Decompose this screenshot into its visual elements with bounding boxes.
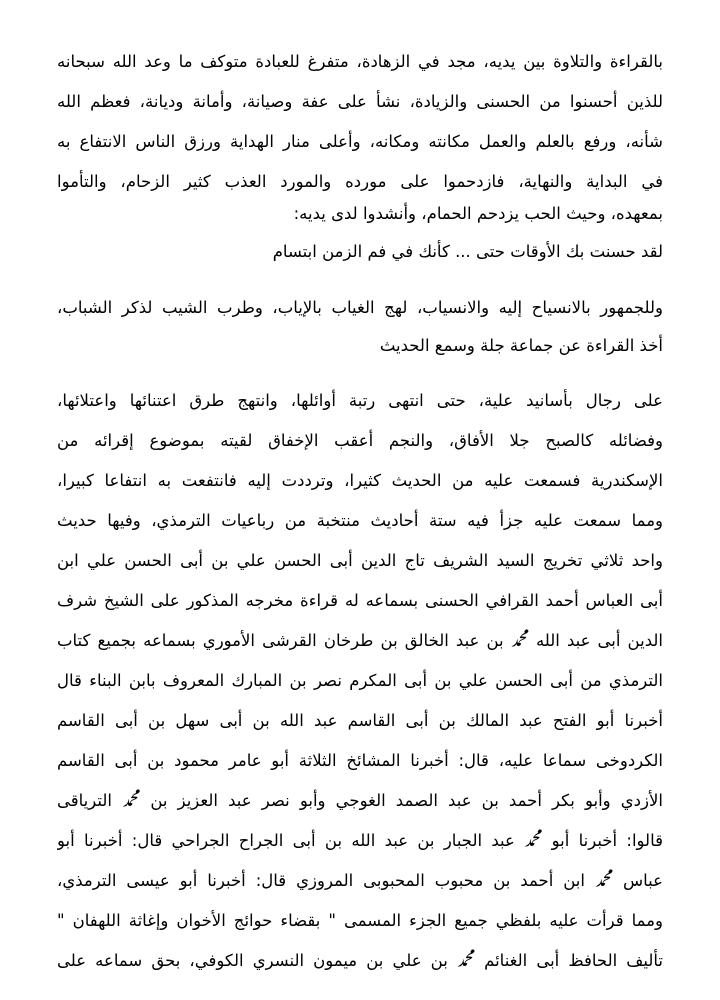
text-line: أبى العباس أحمد القرافي الحسنى بسماعه له قراءة مخرجه المذكور على الشيخ شرف — [57, 591, 663, 610]
text-line: الأزدي وأبو بكر أحمد بن عبد الصمد الغوجي وأبو نصر عبد العزيز بن ﷴ الترياقى — [57, 791, 663, 810]
text-line: الكردوخى سماعا عليه، قال: أخبرنا المشائخ الثلاثة أبو عامر محمود بن أبى القاسم — [57, 751, 663, 770]
text-line: للذين أحسنوا من الحسنى والزيادة، نشأ على عفة وصيانة، وأمانة وديانة، فعظم الله — [57, 92, 663, 111]
text-line: وفضائله كالصبح جلا الأفاق، والنجم أعقب الإخفاق لقيته بموضوع إقرائه من — [57, 431, 663, 450]
text-line: على رجال بأسانيد علية، حتى انتهى رتبة أوائلها، وانتهج طرق اعتنائها واعتلائها، — [57, 391, 663, 410]
text-line: بمعهده، وحيث الحب يزدحم الحمام، وأنشدوا لدى يديه: — [293, 204, 663, 223]
verse-line: لقد حسنت بك الأوقات حتى ... كأنك في فم الزمن ابتسام — [272, 242, 663, 261]
text-line: قالوا: أخبرنا أبو ﷴ عبد الجبار بن عبد الله بن أبى الجراح الجراحي قال: أخبرنا أبو — [57, 831, 663, 850]
text-line: الترمذي من أبى الحسن علي بن أبى المكرم نصر بن المبارك المعروف بابن البناء قال — [57, 671, 663, 690]
text-line: الإسكندرية فسمعت عليه من الحديث كثيرا، وترددت إليه فانتفعت به انتفاعا كبيرا، — [57, 471, 663, 490]
text-line: شأنه، ورفع بالعلم والعمل مكانته ومكانه، وأعلى منار الهداية ورزق الناس الانتفاع به — [57, 132, 663, 151]
text-line: في البداية والنهاية، فازدحموا على مورده والمورد العذب كثير الزحام، والتأموا — [57, 172, 663, 191]
text-line: ومما سمعت عليه جزأ فيه ستة أحاديث منتخبة من رباعيات الترمذي، وفيها حديث — [57, 511, 663, 530]
text-line: أخبرنا أبو الفتح عبد المالك بن أبى القاسم عبد الله بن أبى سهل بن أبى القاسم — [57, 711, 663, 730]
text-line: بالقراءة والتلاوة بين يديه، مجد في الزهادة، متفرغ للعبادة متوكف ما وعد الله سبحانه — [57, 52, 663, 71]
text-line: تأليف الحافظ أبى الغنائم ﷴ بن علي بن ميمون النسري الكوفي، بحق سماعه على — [57, 951, 663, 970]
text-line: واحد ثلاثي تخريج السيد الشريف تاج الدين أبى الحسن علي بن أبى الحسن علي ابن — [57, 551, 663, 570]
text-line: ومما قرأت عليه بلفظي جميع الجزء المسمى " بقضاء حوائج الأخوان وإغاثة اللهفان " — [57, 911, 663, 930]
text-line: أخذ القراءة عن جماعة جلة وسمع الحديث — [379, 336, 663, 355]
text-line: عباس ﷴ ابن أحمد بن محبوب المحبوبى المروزي قال: أخبرنا أبو عيسى الترمذي، — [57, 871, 663, 890]
text-line: وللجمهور بالانسياح إليه والانسياب، لهج الغياب بالإياب، وطرب الشيب لذكر الشباب، — [57, 298, 663, 317]
text-line: الدين أبى عبد الله ﷴ بن عبد الخالق بن طرخان القرشى الأموري بسماعه بجميع كتاب — [57, 631, 663, 650]
